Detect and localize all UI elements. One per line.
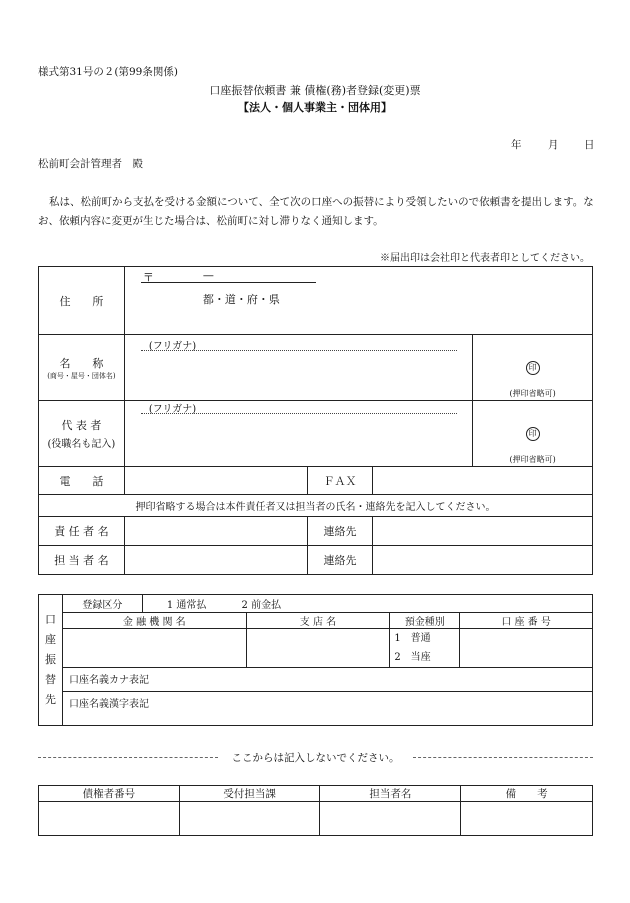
remarks-header: 備 考	[461, 786, 593, 802]
creditor-number-field[interactable]	[39, 802, 180, 836]
name-label-cell	[39, 335, 125, 401]
omit-note-row	[39, 495, 593, 517]
side-char: 口	[44, 613, 56, 626]
branch-field[interactable]	[246, 629, 390, 668]
form-number: 様式第31号の２(第99条関係)	[38, 66, 178, 78]
office-use-table	[38, 785, 593, 836]
registration-label: 登録区分	[62, 595, 142, 613]
rep-furigana-label: (フリガナ)	[148, 404, 197, 415]
type-option-ordinary[interactable]: 1 普通	[394, 633, 431, 644]
name-label: 名 称	[59, 356, 104, 370]
addressee: 松前町会計管理者 殿	[38, 158, 143, 170]
number-field[interactable]	[460, 629, 593, 668]
kana-row	[39, 668, 593, 692]
address-row	[39, 267, 593, 335]
fax-label: ＦＡＸ	[307, 467, 373, 495]
bank-value-row	[39, 629, 593, 668]
request-statement: 私は、松前町から支払を受ける金額について、全て次の口座への振替により受領したいので依頼書を提出します。なお、依頼内容に変更が生じた場合は、松前町に対し滞りなく通知します。	[38, 196, 594, 227]
rep-seal-note: (押印省略可)	[509, 455, 556, 464]
kanji-row	[39, 692, 593, 726]
rep-field[interactable]	[124, 401, 472, 467]
number-header: 口 座 番 号	[460, 613, 593, 629]
rep-furigana-line	[141, 413, 457, 414]
rep-label-cell	[39, 401, 125, 467]
side-char: 先	[44, 693, 56, 706]
type-options[interactable]	[390, 629, 460, 668]
prefecture-options: 都・道・府・県	[202, 293, 280, 306]
rep-seal-cell[interactable]	[473, 401, 593, 467]
rep-label: 代 表 者	[61, 419, 102, 432]
office-value-row	[39, 802, 593, 836]
side-char: 座	[44, 633, 56, 646]
account-side-label	[39, 595, 63, 726]
form-subtitle: 【法人・個人事業主・団体用】	[238, 101, 392, 114]
name-row	[39, 335, 593, 401]
name-furigana-line	[141, 350, 457, 351]
responsible-field[interactable]	[124, 517, 307, 546]
registration-row	[39, 595, 593, 613]
creditor-number-header: 債権者番号	[39, 786, 180, 802]
date-year: 年	[511, 139, 522, 151]
responsible-row	[39, 517, 593, 546]
fax-field[interactable]	[373, 467, 593, 495]
date-month: 月	[548, 139, 559, 151]
kanji-label: 口座名義漢字表記	[68, 699, 149, 710]
side-char: 振	[44, 653, 56, 666]
office-header-row	[39, 786, 593, 802]
phone-label: 電 話	[39, 467, 125, 495]
account-table	[38, 594, 593, 726]
registration-options[interactable]	[142, 595, 592, 613]
name-field[interactable]	[124, 335, 472, 401]
postal-underline	[141, 282, 316, 283]
rep-sublabel: (役職名も記入)	[47, 439, 116, 450]
office-use-divider: ここからは記入しないでください。	[231, 752, 400, 764]
omit-note: 押印省略する場合は本件責任者又は担当者の氏名・連絡先を記入してください。	[39, 495, 593, 517]
postal-mark: 〒	[142, 271, 154, 284]
seal-icon: 印	[526, 427, 540, 441]
reg-option-normal[interactable]: 1 通常払	[166, 600, 207, 611]
staff-row	[39, 546, 593, 575]
responsible-contact-field[interactable]	[373, 517, 593, 546]
type-option-current[interactable]: 2 当座	[394, 652, 431, 663]
name-sublabel: (商号・屋号・団体名)	[47, 371, 116, 380]
remarks-field[interactable]	[461, 802, 593, 836]
responsible-contact-label: 連絡先	[307, 517, 373, 546]
name-seal-note: (押印省略可)	[509, 389, 556, 398]
name-seal-cell[interactable]	[473, 335, 593, 401]
representative-row	[39, 401, 593, 467]
postal-dash: —	[202, 269, 214, 282]
kana-field[interactable]	[62, 668, 592, 692]
staff-contact-label: 連絡先	[307, 546, 373, 575]
bank-header-row	[39, 613, 593, 629]
responsible-label: 責 任 者 名	[39, 517, 125, 546]
staff-contact-field[interactable]	[373, 546, 593, 575]
kana-label: 口座名義カナ表記	[68, 675, 149, 686]
kanji-field[interactable]	[62, 692, 592, 726]
divider-line-left	[38, 757, 218, 758]
staff-field[interactable]	[124, 546, 307, 575]
address-label: 住 所	[39, 267, 125, 335]
side-char: 替	[44, 673, 56, 686]
bank-header: 金 融 機 関 名	[62, 613, 246, 629]
address-field[interactable]	[124, 267, 592, 335]
branch-header: 支 店 名	[246, 613, 390, 629]
bank-field[interactable]	[62, 629, 246, 668]
form-title: 口座振替依頼書 兼 債権(務)者登録(変更)票	[209, 84, 421, 97]
divider-line-right	[413, 757, 593, 758]
person-in-charge-header: 担当者名	[320, 786, 461, 802]
reception-dept-header: 受付担当課	[179, 786, 320, 802]
reception-dept-field[interactable]	[179, 802, 320, 836]
applicant-table	[38, 266, 593, 575]
name-furigana-label: (フリガナ)	[148, 341, 197, 352]
person-in-charge-field[interactable]	[320, 802, 461, 836]
date-day: 日	[584, 139, 595, 151]
staff-label: 担 当 者 名	[39, 546, 125, 575]
phone-field[interactable]	[124, 467, 307, 495]
seal-icon: 印	[526, 361, 540, 375]
seal-note: ※届出印は会社印と代表者印としてください。	[380, 253, 590, 264]
type-header: 預金種別	[390, 613, 460, 629]
phone-row	[39, 467, 593, 495]
reg-option-advance[interactable]: 2 前金払	[241, 600, 282, 611]
